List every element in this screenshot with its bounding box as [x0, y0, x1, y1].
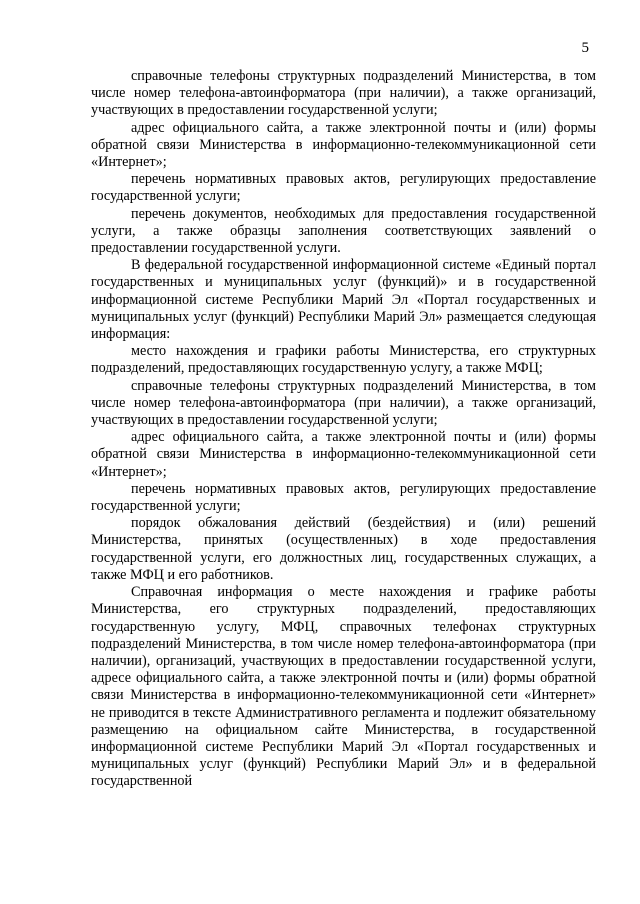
paragraph-2: адрес официального сайта, а также электронной почты и (или) формы обратной связи Министерства в информационно-телекоммуникационной сети «Интернет»; — [91, 119, 596, 171]
paragraph-11: Справочная информация о месте нахождения и графике работы Министерства, его структурных подразделений, предоставляющих государственную услугу, МФЦ, справочных телефонах структурных подразделений Министерства, в том числе номер телефона-автоинформатора (при наличии), организаций, участвующих в предоставлении государственной услуги, адресе официального сайта, а также электронной почты и (или) формы обратной связи Министерства в информационно-телекоммуникационной сети «Интернет» не приводится в тексте Административного регламента и подлежит обязательному размещению на официальном сайте Министерства, в государственной информационной системе Республики Марий Эл «Портал государственных и муниципальных услуг (функций) Республики Марий Эл» и в федеральной государственной — [91, 584, 596, 790]
paragraph-1: справочные телефоны структурных подразделений Министерства, в том числе номер телефона-автоинформатора (при наличии), а также организаций, участвующих в предоставлении государственной услуги; — [91, 68, 596, 119]
paragraph-6: место нахождения и графики работы Министерства, его структурных подразделений, предоставляющих государственную услугу, а также МФЦ; — [91, 343, 596, 377]
paragraph-3: перечень нормативных правовых актов, регулирующих предоставление государственной услуги; — [91, 171, 596, 205]
page-number: 5 — [581, 40, 589, 56]
paragraph-7: справочные телефоны структурных подразделений Министерства, в том числе номер телефона-автоинформатора (при наличии), а также организаций, участвующих в предоставлении государственной услуги; — [91, 377, 596, 429]
paragraph-5: В федеральной государственной информационной системе «Единый портал государственных и муниципальных услуг (функций)» и в государственной информационной системе Республики Марий Эл «Портал государственных и муниципальных услуг (функций) Республики Марий Эл» размещается следующая информация: — [91, 257, 596, 343]
paragraph-10: порядок обжалования действий (бездействия) и (или) решений Министерства, принятых (осуществленных) в ходе предоставления государственной услуги, его должностных лиц, государственных служащих, а также МФЦ и его работников. — [91, 515, 596, 583]
paragraph-9: перечень нормативных правовых актов, регулирующих предоставление государственной услуги; — [91, 480, 596, 515]
document-body — [91, 68, 596, 791]
paragraph-4: перечень документов, необходимых для предоставления государственной услуги, а также образцы заполнения соответствующих заявлений о предоставлении государственной услуги. — [91, 205, 596, 257]
paragraph-8: адрес официального сайта, а также электронной почты и (или) формы обратной связи Министерства в информационно-телекоммуникационной сети «Интернет»; — [91, 429, 596, 480]
